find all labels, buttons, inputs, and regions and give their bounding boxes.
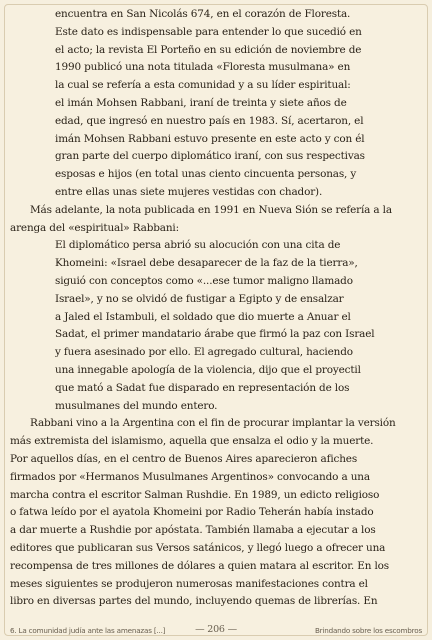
text-line: Israel», y no se olvidó de fustigar a Egipto y de ensalzar [55, 292, 344, 305]
text-line: a dar muerte a Rushdie por apóstata. También llamaba a ejecutar a los [10, 524, 376, 537]
text-line: o fatwa leído por el ayatola Khomeini por Radio Teherán había instado [10, 506, 374, 519]
text-line: Este dato es indispensable para entender lo que sucedió en [55, 25, 362, 38]
text-line: y fuera asesinado por ello. El agregado cultural, haciendo [55, 346, 353, 359]
text-line: más extremista del islamismo, aquella que ensalza el odio y la muerte. [10, 435, 374, 448]
text-line: meses siguientes se produjeron numerosas manifestaciones contra el [10, 577, 368, 590]
page-number: — 206 — [195, 624, 237, 635]
text-line: el acto; la revista El Porteño en su edición de noviembre de [55, 43, 362, 56]
footer-chapter: 6. La comunidad judía ante las amenazas [...] [10, 626, 166, 635]
text-line: a Jaled el Istambuli, el soldado que dio muerte a Anuar el [55, 310, 351, 323]
text-line: encuentra en San Nicolás 674, en el corazón de Floresta. [55, 8, 351, 20]
text-line: Rabbani vino a la Argentina con el fin de procurar implantar la versión [30, 417, 396, 430]
text-line: recompensa de tres millones de dólares a quien matara al escritor. En los [10, 559, 389, 572]
text-line: arenga del «espiritual» Rabbani: [10, 221, 179, 234]
text-line: musulmanes del mundo entero. [55, 399, 218, 412]
text-line: una innegable apología de la violencia, dijo que el proyectil [55, 363, 361, 376]
text-line: esposas e hijos (en total unas ciento cincuenta personas, y [55, 168, 357, 181]
text-line: el imán Mohsen Rabbani, iraní de treinta y siete años de [55, 96, 347, 109]
text-line: marcha contra el escritor Salman Rushdie. En 1989, un edicto religioso [10, 488, 380, 501]
text-line: 1990 publicó una nota titulada «Floresta musulmana» en [55, 61, 351, 74]
text-line: gran parte del cuerpo diplomático iraní, con sus respectivas [55, 150, 365, 163]
text-line: Sadat, el primer mandatario árabe que firmó la paz con Israel [55, 328, 375, 341]
text-line: libro en diversas partes del mundo, incluyendo quemas de librerías. En [10, 595, 378, 608]
text-line: firmados por «Hermanos Musulmanes Argentinos» convocando a una [10, 470, 370, 483]
text-line: edad, que ingresó en nuestro país en 1983. Sí, acertaron, el [55, 114, 364, 127]
text-line: que mató a Sadat fue disparado en representación de los [55, 381, 350, 394]
text-line: imán Mohsen Rabbani estuvo presente en este acto y con él [55, 132, 365, 145]
page-footer [0, 626, 432, 638]
footer-book-title: Brindando sobre los escombros [314, 626, 422, 635]
text-line: siguió con conceptos como «...ese tumor maligno llamado [55, 274, 353, 287]
text-line: El diplomático persa abrió su alocución con una cita de [55, 239, 341, 252]
text-line: editores que publicaran sus Versos satánicos, y llegó luego a ofrecer una [10, 541, 386, 554]
text-line: Khomeini: «Israel debe desaparecer de la faz de la tierra», [55, 257, 358, 270]
text-line: entre ellas unas siete mujeres vestidas con chador). [55, 185, 323, 198]
text-line: Por aquellos días, en el centro de Buenos Aires aparecieron afiches [10, 452, 358, 465]
text-line: Más adelante, la nota publicada en 1991 en Nueva Sión se refería a la [30, 203, 392, 216]
text-line: la cual se refería a esta comunidad y a su líder espiritual: [55, 79, 351, 92]
page-body [10, 6, 422, 611]
